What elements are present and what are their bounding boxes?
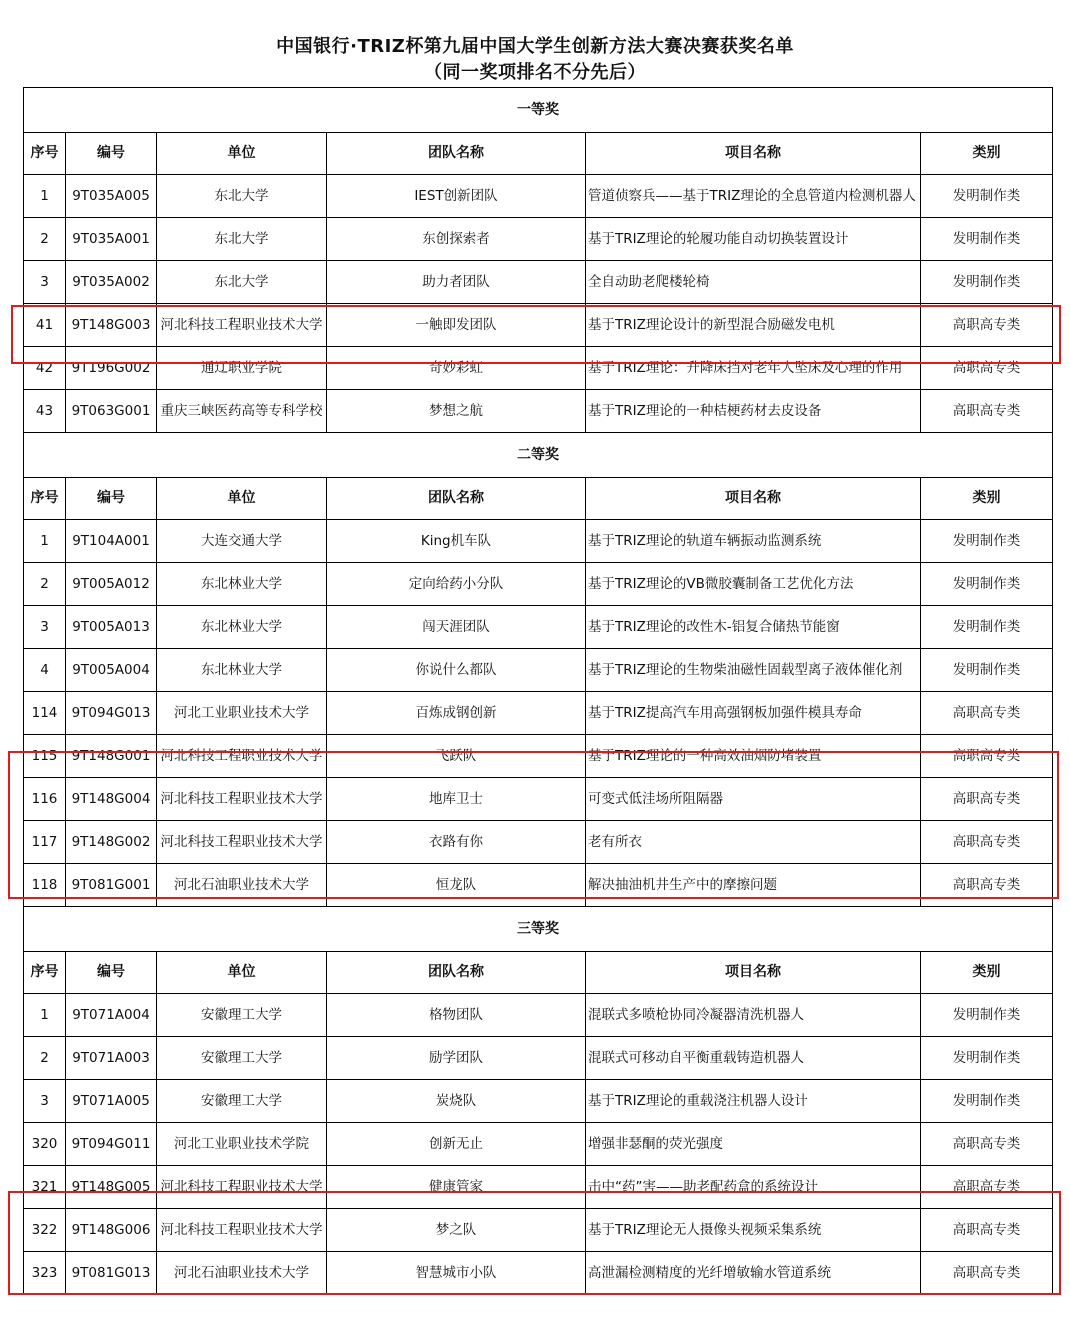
section-title: 三等奖 [24, 907, 1053, 952]
cell-category: 高职高专类 [921, 1123, 1053, 1166]
cell-team: 百炼成钢创新 [327, 692, 586, 735]
table-header-row [24, 478, 1053, 520]
cell-project: 基于TRIZ提高汽车用高强钢板加强件模具寿命 [586, 692, 921, 735]
section-title: 二等奖 [24, 433, 1053, 478]
cell-team: 你说什么都队 [327, 649, 586, 692]
cell-code: 9T148G006 [66, 1209, 157, 1252]
header-team: 团队名称 [327, 478, 586, 520]
cell-code: 9T063G001 [66, 390, 157, 433]
cell-team: 梦之队 [327, 1209, 586, 1252]
cell-team: 地库卫士 [327, 778, 586, 821]
cell-category: 高职高专类 [921, 1166, 1053, 1209]
cell-seq: 1 [24, 994, 66, 1037]
cell-unit: 东北林业大学 [157, 563, 327, 606]
header-unit: 单位 [157, 952, 327, 994]
cell-project: 基于TRIZ理论无人摄像头视频采集系统 [586, 1209, 921, 1252]
cell-team: 恒龙队 [327, 864, 586, 907]
cell-seq: 3 [24, 1080, 66, 1123]
cell-code: 9T148G004 [66, 778, 157, 821]
cell-category: 高职高专类 [921, 735, 1053, 778]
section-title-row [24, 907, 1053, 952]
cell-unit: 大连交通大学 [157, 520, 327, 563]
header-seq: 序号 [24, 952, 66, 994]
table-row [24, 520, 1053, 563]
cell-seq: 1 [24, 520, 66, 563]
section-title-row [24, 433, 1053, 478]
header-project: 项目名称 [586, 133, 921, 175]
cell-code: 9T005A013 [66, 606, 157, 649]
cell-code: 9T035A002 [66, 261, 157, 304]
table-row [24, 1080, 1053, 1123]
header-category: 类别 [921, 952, 1053, 994]
cell-unit: 河北工业职业技术大学 [157, 692, 327, 735]
cell-category: 高职高专类 [921, 1252, 1053, 1295]
cell-seq: 117 [24, 821, 66, 864]
cell-project: 混联式可移动自平衡重载铸造机器人 [586, 1037, 921, 1080]
cell-unit: 河北石油职业技术大学 [157, 1252, 327, 1295]
cell-unit: 安徽理工大学 [157, 1080, 327, 1123]
cell-seq: 118 [24, 864, 66, 907]
cell-code: 9T071A005 [66, 1080, 157, 1123]
cell-seq: 115 [24, 735, 66, 778]
cell-seq: 3 [24, 606, 66, 649]
section-title-row [24, 88, 1053, 133]
cell-category: 高职高专类 [921, 304, 1053, 347]
header-seq: 序号 [24, 478, 66, 520]
cell-unit: 河北科技工程职业技术大学 [157, 1166, 327, 1209]
cell-code: 9T035A005 [66, 175, 157, 218]
cell-team: 定向给药小分队 [327, 563, 586, 606]
table-row [24, 692, 1053, 735]
cell-unit: 东北林业大学 [157, 606, 327, 649]
cell-category: 高职高专类 [921, 692, 1053, 735]
header-seq: 序号 [24, 133, 66, 175]
cell-project: 基于TRIZ理论的重载浇注机器人设计 [586, 1080, 921, 1123]
table-row [24, 261, 1053, 304]
header-code: 编号 [66, 133, 157, 175]
cell-code: 9T071A003 [66, 1037, 157, 1080]
table-row [24, 1166, 1053, 1209]
cell-team: 衣路有你 [327, 821, 586, 864]
table-header-row [24, 133, 1053, 175]
header-unit: 单位 [157, 478, 327, 520]
cell-team: King机车队 [327, 520, 586, 563]
cell-team: 炭烧队 [327, 1080, 586, 1123]
cell-team: 飞跃队 [327, 735, 586, 778]
table-header-row [24, 952, 1053, 994]
cell-unit: 安徽理工大学 [157, 994, 327, 1037]
cell-team: 智慧城市小队 [327, 1252, 586, 1295]
table-row [24, 1037, 1053, 1080]
cell-seq: 323 [24, 1252, 66, 1295]
table-row [24, 649, 1053, 692]
table-row [24, 1209, 1053, 1252]
header-project: 项目名称 [586, 952, 921, 994]
cell-category: 发明制作类 [921, 606, 1053, 649]
cell-project: 基于TRIZ理论的一种高效油烟防堵装置 [586, 735, 921, 778]
section-title: 一等奖 [24, 88, 1053, 133]
cell-seq: 43 [24, 390, 66, 433]
cell-seq: 42 [24, 347, 66, 390]
cell-category: 发明制作类 [921, 520, 1053, 563]
cell-project: 基于TRIZ理论：升降床挡对老年人坠床及心理的作用 [586, 347, 921, 390]
table-row [24, 304, 1053, 347]
cell-category: 发明制作类 [921, 261, 1053, 304]
cell-category: 发明制作类 [921, 994, 1053, 1037]
table-row [24, 390, 1053, 433]
cell-code: 9T094G013 [66, 692, 157, 735]
cell-category: 发明制作类 [921, 1037, 1053, 1080]
cell-team: 助力者团队 [327, 261, 586, 304]
cell-project: 解决抽油机井生产中的摩擦问题 [586, 864, 921, 907]
cell-unit: 河北科技工程职业技术大学 [157, 304, 327, 347]
cell-team: 闯天涯团队 [327, 606, 586, 649]
cell-code: 9T196G002 [66, 347, 157, 390]
cell-project: 可变式低洼场所阻隔器 [586, 778, 921, 821]
cell-category: 高职高专类 [921, 1209, 1053, 1252]
cell-project: 增强非瑟酮的荧光强度 [586, 1123, 921, 1166]
cell-seq: 2 [24, 563, 66, 606]
table-row [24, 778, 1053, 821]
cell-code: 9T005A004 [66, 649, 157, 692]
cell-seq: 4 [24, 649, 66, 692]
cell-code: 9T071A004 [66, 994, 157, 1037]
cell-project: 基于TRIZ理论的一种桔梗药材去皮设备 [586, 390, 921, 433]
cell-seq: 320 [24, 1123, 66, 1166]
table-row [24, 821, 1053, 864]
cell-team: 创新无止 [327, 1123, 586, 1166]
cell-seq: 322 [24, 1209, 66, 1252]
cell-seq: 321 [24, 1166, 66, 1209]
cell-code: 9T148G001 [66, 735, 157, 778]
cell-unit: 安徽理工大学 [157, 1037, 327, 1080]
cell-code: 9T148G003 [66, 304, 157, 347]
cell-unit: 东北大学 [157, 218, 327, 261]
cell-team: 梦想之航 [327, 390, 586, 433]
cell-seq: 3 [24, 261, 66, 304]
header-category: 类别 [921, 133, 1053, 175]
cell-category: 发明制作类 [921, 218, 1053, 261]
cell-code: 9T035A001 [66, 218, 157, 261]
cell-team: 励学团队 [327, 1037, 586, 1080]
cell-project: 高泄漏检测精度的光纤增敏输水管道系统 [586, 1252, 921, 1295]
document-title: 中国银行·TRIZ杯第九届中国大学生创新方法大赛决赛获奖名单 [276, 36, 794, 57]
cell-unit: 通辽职业学院 [157, 347, 327, 390]
cell-project: 管道侦察兵——基于TRIZ理论的全息管道内检测机器人 [586, 175, 921, 218]
cell-team: 东创探索者 [327, 218, 586, 261]
cell-unit: 河北工业职业技术学院 [157, 1123, 327, 1166]
header-category: 类别 [921, 478, 1053, 520]
header-code: 编号 [66, 478, 157, 520]
table-row [24, 864, 1053, 907]
table-row [24, 735, 1053, 778]
cell-seq: 116 [24, 778, 66, 821]
cell-team: 一触即发团队 [327, 304, 586, 347]
cell-code: 9T094G011 [66, 1123, 157, 1166]
cell-project: 击中“药”害——助老配药盒的系统设计 [586, 1166, 921, 1209]
document-subtitle: （同一奖项排名不分先后） [424, 62, 646, 83]
cell-project: 基于TRIZ理论的轨道车辆振动监测系统 [586, 520, 921, 563]
cell-category: 发明制作类 [921, 649, 1053, 692]
cell-project: 混联式多喷枪协同冷凝器清洗机器人 [586, 994, 921, 1037]
table-row [24, 175, 1053, 218]
cell-code: 9T104A001 [66, 520, 157, 563]
cell-category: 高职高专类 [921, 864, 1053, 907]
cell-code: 9T081G013 [66, 1252, 157, 1295]
cell-unit: 东北大学 [157, 175, 327, 218]
cell-seq: 114 [24, 692, 66, 735]
cell-unit: 东北大学 [157, 261, 327, 304]
cell-project: 基于TRIZ理论的改性木-铝复合储热节能窗 [586, 606, 921, 649]
cell-category: 发明制作类 [921, 175, 1053, 218]
cell-unit: 重庆三峡医药高等专科学校 [157, 390, 327, 433]
cell-project: 老有所衣 [586, 821, 921, 864]
table-row [24, 994, 1053, 1037]
award-table [23, 87, 1053, 1295]
cell-seq: 2 [24, 1037, 66, 1080]
cell-project: 全自动助老爬楼轮椅 [586, 261, 921, 304]
table-row [24, 1123, 1053, 1166]
cell-category: 高职高专类 [921, 390, 1053, 433]
header-unit: 单位 [157, 133, 327, 175]
cell-unit: 河北石油职业技术大学 [157, 864, 327, 907]
award-table-body [24, 88, 1053, 1295]
cell-unit: 东北林业大学 [157, 649, 327, 692]
cell-team: 奇妙彩虹 [327, 347, 586, 390]
table-row [24, 606, 1053, 649]
cell-unit: 河北科技工程职业技术大学 [157, 735, 327, 778]
cell-project: 基于TRIZ理论的生物柴油磁性固载型离子液体催化剂 [586, 649, 921, 692]
cell-seq: 1 [24, 175, 66, 218]
cell-team: IEST创新团队 [327, 175, 586, 218]
cell-project: 基于TRIZ理论的轮履功能自动切换装置设计 [586, 218, 921, 261]
cell-code: 9T005A012 [66, 563, 157, 606]
cell-category: 发明制作类 [921, 1080, 1053, 1123]
cell-project: 基于TRIZ理论的VB微胶囊制备工艺优化方法 [586, 563, 921, 606]
cell-category: 高职高专类 [921, 778, 1053, 821]
cell-unit: 河北科技工程职业技术大学 [157, 778, 327, 821]
cell-code: 9T148G005 [66, 1166, 157, 1209]
cell-category: 发明制作类 [921, 563, 1053, 606]
header-team: 团队名称 [327, 133, 586, 175]
header-team: 团队名称 [327, 952, 586, 994]
cell-code: 9T081G001 [66, 864, 157, 907]
table-row [24, 347, 1053, 390]
cell-team: 健康管家 [327, 1166, 586, 1209]
cell-team: 格物团队 [327, 994, 586, 1037]
cell-category: 高职高专类 [921, 821, 1053, 864]
cell-seq: 41 [24, 304, 66, 347]
cell-project: 基于TRIZ理论设计的新型混合励磁发电机 [586, 304, 921, 347]
cell-category: 高职高专类 [921, 347, 1053, 390]
header-project: 项目名称 [586, 478, 921, 520]
table-row [24, 1252, 1053, 1295]
header-code: 编号 [66, 952, 157, 994]
table-row [24, 218, 1053, 261]
cell-unit: 河北科技工程职业技术大学 [157, 821, 327, 864]
cell-unit: 河北科技工程职业技术大学 [157, 1209, 327, 1252]
cell-code: 9T148G002 [66, 821, 157, 864]
table-row [24, 563, 1053, 606]
cell-seq: 2 [24, 218, 66, 261]
